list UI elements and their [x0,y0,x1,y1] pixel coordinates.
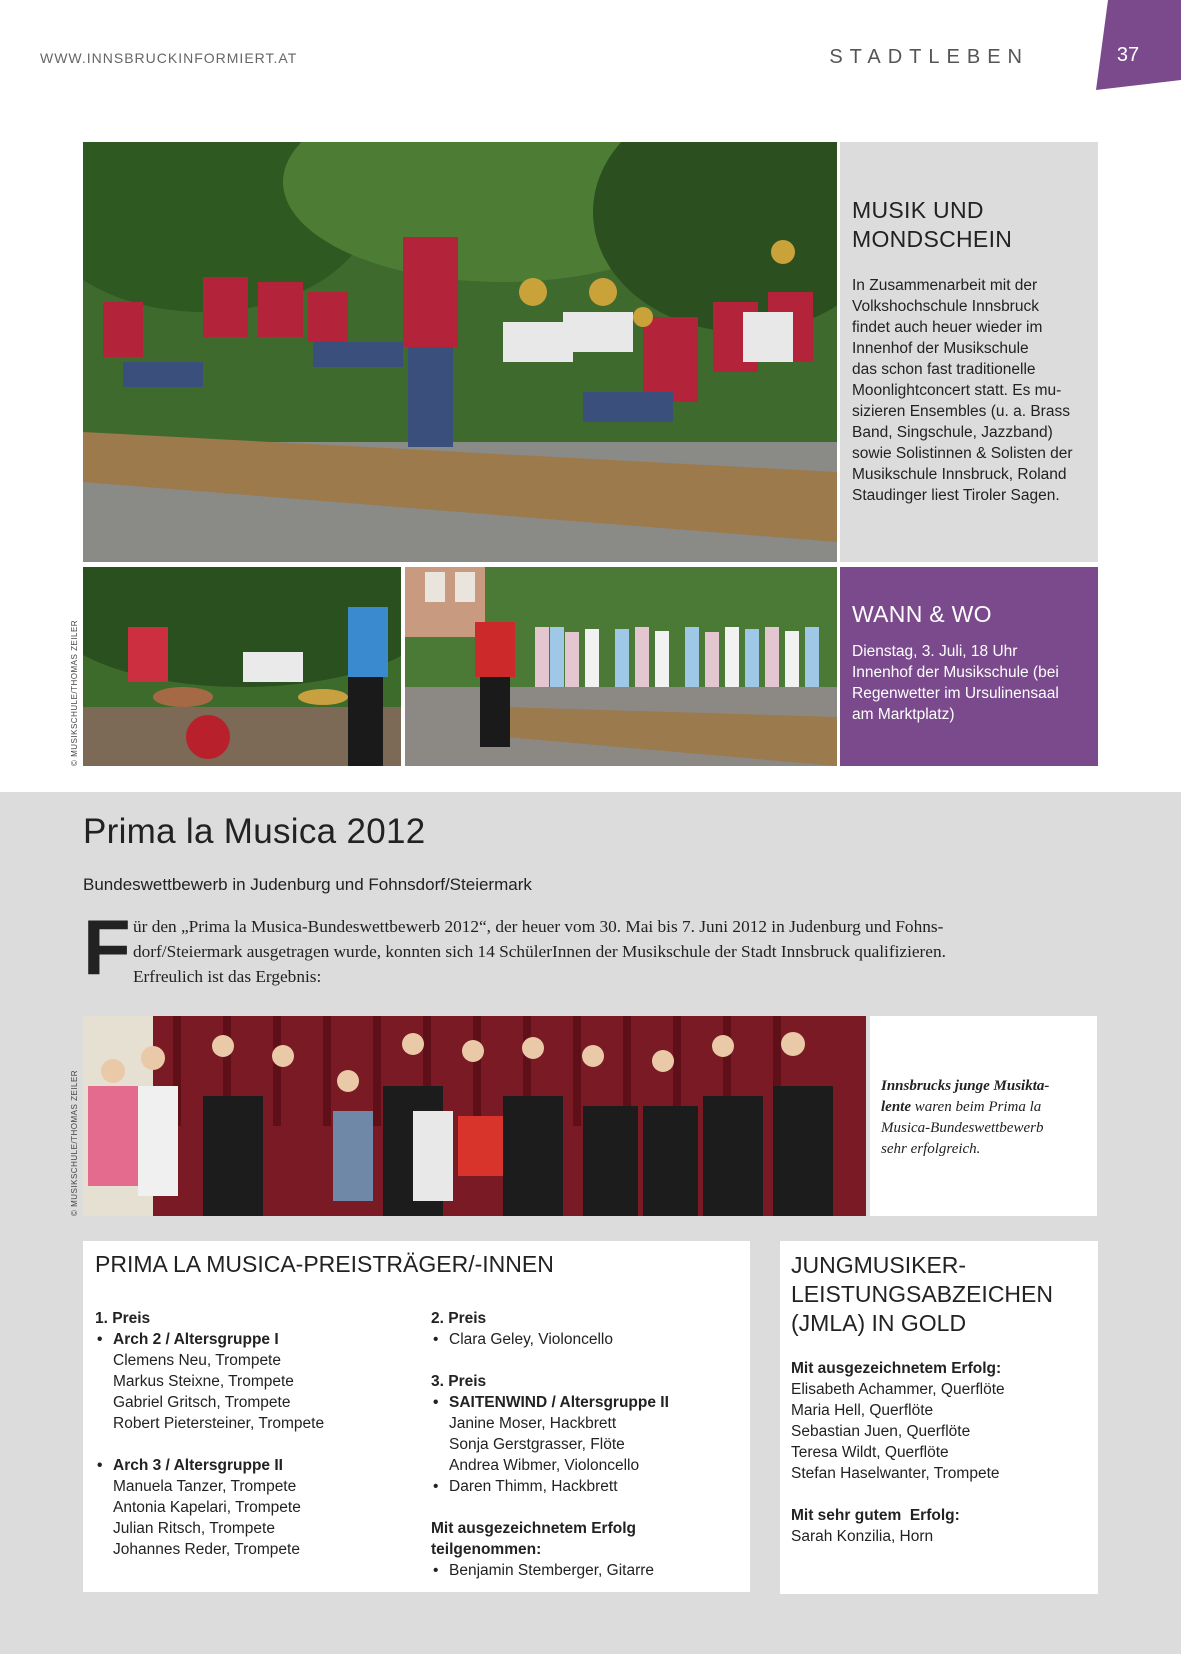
jmla-title: JUNGMUSIKER- LEISTUNGSABZEICHEN (JMLA) IN GOLD [791,1252,1053,1336]
prize-heading: 1. Preis [95,1310,151,1327]
list-item: Markus Steixne, Trompete [113,1373,294,1390]
photo-group-winners [83,1016,866,1216]
info-box-musik-und-mondschein [840,142,1098,562]
prize-heading: 3. Preis [431,1373,487,1390]
list-item: • Daren Thimm, Hackbrett [431,1476,741,1497]
list-item: Manuela Tanzer, Trompete [113,1478,297,1495]
list-item: Sebastian Juen, Querflöte [791,1423,971,1440]
photo-credit-group: © MUSIKSCHULE/THOMAS ZEILER [70,1069,79,1216]
list-item: Maria Hell, Querflöte [791,1402,934,1419]
photo-brass-band [83,142,837,562]
photo-choir [405,567,837,766]
jmla-box [780,1241,1098,1594]
winners-title: PRIMA LA MUSICA-PREISTRÄGER/-INNEN [95,1251,554,1277]
jmla-list [791,1358,1091,1547]
winners-column-1 [95,1308,415,1560]
ensemble-name: • Arch 2 / Altersgruppe I [95,1329,415,1350]
list-item: Antonia Kapelari, Trompete [113,1499,301,1516]
prize-heading: 2. Preis [431,1310,487,1327]
ensemble-name: • SAITENWIND / Altersgruppe II [431,1392,741,1413]
drop-cap: F [83,903,131,991]
photo-caption-box [870,1016,1097,1216]
list-item: Teresa Wildt, Querflöte [791,1444,949,1461]
intro-line: Erfreulich ist das Ergebnis: [133,967,322,986]
list-item: Julian Ritsch, Trompete [113,1520,275,1537]
info-box-wann-und-wo [840,567,1098,766]
when-where-title: WANN & WO [852,601,992,627]
photo-caption: Innsbrucks junge Musikta- lente waren beim Prima la Musica-Bundeswettbewerb sehr erfolgreich. [881,1078,1050,1157]
list-item: Clemens Neu, Trompete [113,1352,281,1369]
list-item: • Benjamin Stemberger, Gitarre [431,1560,741,1581]
page-number: 37 [1116,44,1140,66]
list-item: Robert Pietersteiner, Trompete [113,1415,325,1432]
info-box-title-line1: MUSIK UND [852,197,984,223]
winners-box [83,1241,750,1592]
list-item: Andrea Wibmer, Violoncello [449,1457,640,1474]
list-item: Janine Moser, Hackbrett [449,1415,617,1432]
section-title: STADTLEBEN [829,46,1029,68]
when-where-text: Dienstag, 3. Juli, 18 Uhr Innenhof der Musikschule (bei Regenwetter im Ursulinensaal am Marktplatz) [852,643,1059,723]
photo-credit-top: © MUSIKSCHULE/THOMAS ZEILER [70,619,79,766]
prize-heading: teilgenommen: [431,1541,542,1558]
list-item: Stefan Haselwanter, Trompete [791,1465,1000,1482]
list-item: Gabriel Gritsch, Trompete [113,1394,291,1411]
article-subtitle: Bundeswettbewerb in Judenburg und Fohnsdorf/Steiermark [83,875,532,894]
website-url[interactable]: WWW.INNSBRUCKINFORMIERT.AT [40,50,298,66]
prize-heading: Mit ausgezeichnetem Erfolg [431,1520,636,1537]
jmla-category: Mit sehr gutem Erfolg: [791,1507,960,1524]
jmla-category: Mit ausgezeichnetem Erfolg: [791,1360,1002,1377]
article-title: Prima la Musica 2012 [83,812,426,851]
intro-line: dorf/Steiermark ausgetragen wurde, konnten sich 14 SchülerInnen der Musikschule der Stadt Innsbruck qualifizieren. [133,942,946,961]
photo-percussion [83,567,401,766]
list-item: Sonja Gerstgrasser, Flöte [449,1436,625,1453]
intro-line: ür den „Prima la Musica-Bundeswettbewerb 2012“, der heuer vom 30. Mai bis 7. Juni 2012 in Judenburg und Fohns- [133,917,944,936]
list-item: • Clara Geley, Violoncello [431,1329,741,1350]
list-item: Johannes Reder, Trompete [113,1541,300,1558]
ensemble-name: • Arch 3 / Altersgruppe II [95,1455,415,1476]
info-box-title-line2: MONDSCHEIN [852,226,1013,252]
winners-column-2 [431,1308,741,1581]
info-box-text: In Zusammenarbeit mit der Volkshochschule Innsbruck findet auch heuer wieder im Innenhof der Musikschule das schon fast traditionelle Moonlightconcert statt. Es mu- sizieren Ensembles (u. a. Brass Band, Singschule, Jazzband) sowie Solistinnen & Solisten der Musikschule Innsbruck, Roland Staudinger liest Tiroler Sagen. [852,277,1073,504]
list-item: Elisabeth Achammer, Querflöte [791,1381,1005,1398]
list-item: Sarah Konzilia, Horn [791,1528,934,1545]
